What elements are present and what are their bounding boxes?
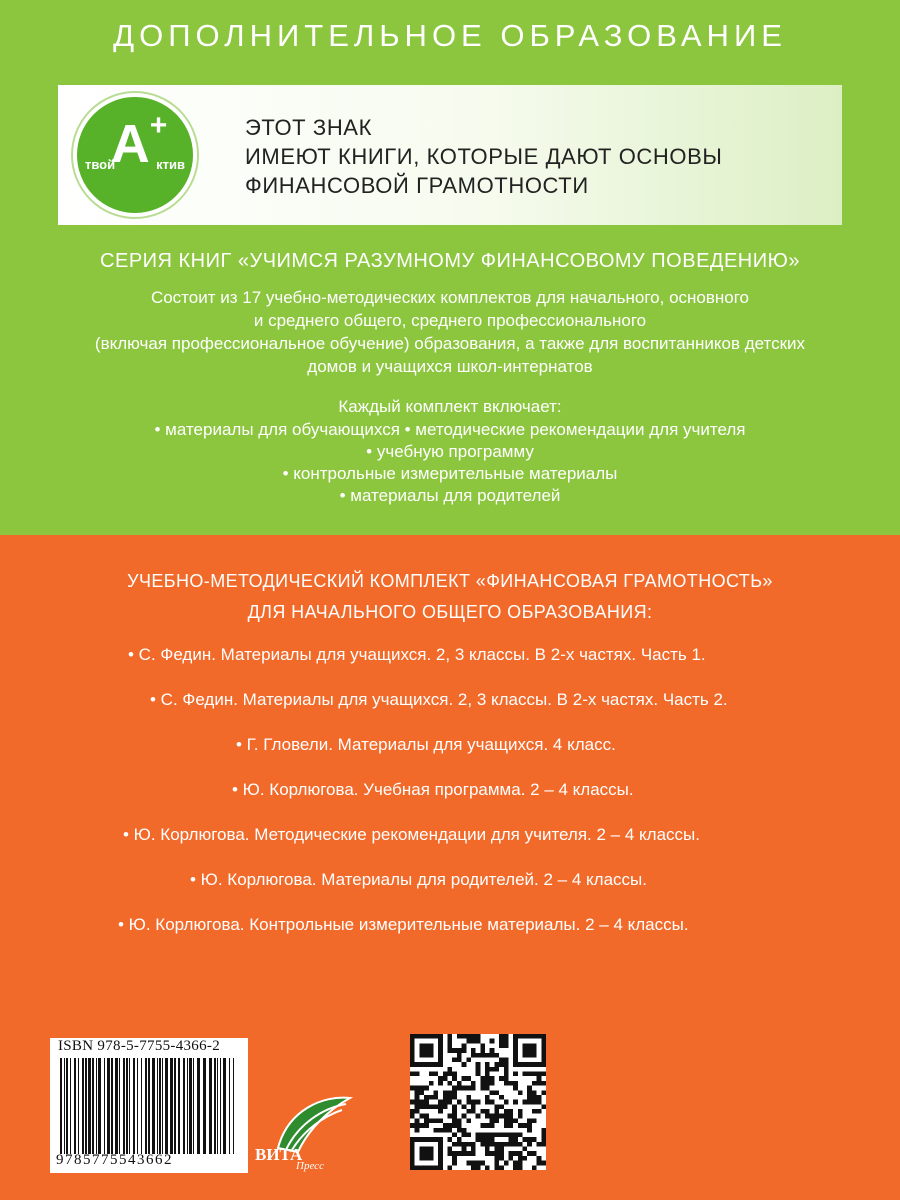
book-item: • Ю. Корлюгова. Учебная программа. 2 – 4 классы. xyxy=(232,780,634,799)
series-title: СЕРИЯ КНИГ «УЧИМСЯ РАЗУМНОМУ ФИНАНСОВОМУ ПОВЕДЕНИЮ» xyxy=(100,250,800,272)
book-item: • С. Федин. Материалы для учащихся. 2, 3 классы. В 2-х частях. Часть 1. xyxy=(128,645,706,664)
badge-right-text: ктив xyxy=(156,157,185,172)
barcode-number: 9785775543662 xyxy=(56,1152,173,1168)
badge-left-text: твой xyxy=(85,157,116,172)
cover-header: ДОПОЛНИТЕЛЬНОЕ ОБРАЗОВАНИЕ xyxy=(113,18,787,53)
umk-title-line: УЧЕБНО-МЕТОДИЧЕСКИЙ КОМПЛЕКТ «ФИНАНСОВАЯ ГРАМОТНОСТЬ» xyxy=(127,571,773,591)
green-section xyxy=(0,0,900,535)
series-description xyxy=(40,286,860,378)
sign-line: ЭТОТ ЗНАК xyxy=(245,115,372,140)
qr-code-icon xyxy=(410,1034,546,1170)
book-item: • Ю. Корлюгова. Методические рекомендации для учителя. 2 – 4 классы. xyxy=(123,825,700,844)
book-item: • Ю. Корлюгова. Контрольные измерительные материалы. 2 – 4 классы. xyxy=(118,915,689,934)
sign-line: ИМЕЮТ КНИГИ, КОТОРЫЕ ДАЮТ ОСНОВЫ xyxy=(245,144,723,169)
a-plus-badge-icon xyxy=(73,93,197,217)
book-item: • Г. Гловели. Материалы для учащихся. 4 класс. xyxy=(236,735,616,754)
book-item: • С. Федин. Материалы для учащихся. 2, 3 классы. В 2-х частях. Часть 2. xyxy=(150,690,728,709)
badge-letter: A xyxy=(110,114,150,174)
series-desc-line: домов и учащихся школ-интернатов xyxy=(307,357,593,376)
barcode-bars xyxy=(60,1058,238,1154)
kit-item: • учебную программу xyxy=(366,442,534,461)
kit-title: Каждый комплект включает: xyxy=(338,397,562,416)
publisher-name: ВИТА xyxy=(255,1145,303,1164)
kit-item: • материалы для родителей xyxy=(339,486,561,505)
series-desc-line: Состоит из 17 учебно-методических комплектов для начального, основного xyxy=(150,288,750,307)
umk-title xyxy=(0,566,900,628)
kit-items xyxy=(0,419,900,507)
umk-title-line: ДЛЯ НАЧАЛЬНОГО ОБЩЕГО ОБРАЗОВАНИЯ: xyxy=(247,602,653,622)
isbn-text: ISBN 978-5-7755-4366-2 xyxy=(58,1038,221,1054)
sign-description xyxy=(245,113,722,200)
series-desc-line: и среднего общего, среднего профессионального xyxy=(253,311,647,330)
badge-plus: + xyxy=(149,109,168,142)
publisher-sub: Пресс xyxy=(296,1160,324,1172)
book-item: • Ю. Корлюгова. Материалы для родителей. 2 – 4 классы. xyxy=(190,870,647,889)
kit-item: • материалы для обучающихся • методические рекомендации для учителя xyxy=(154,420,746,439)
financial-literacy-sign-box xyxy=(58,85,842,225)
kit-item: • контрольные измерительные материалы xyxy=(282,464,618,483)
barcode xyxy=(50,1038,248,1173)
series-desc-line: (включая профессиональное обучение) образования, а также для воспитанников детских xyxy=(94,334,806,353)
sign-line: ФИНАНСОВОЙ ГРАМОТНОСТИ xyxy=(245,173,589,198)
